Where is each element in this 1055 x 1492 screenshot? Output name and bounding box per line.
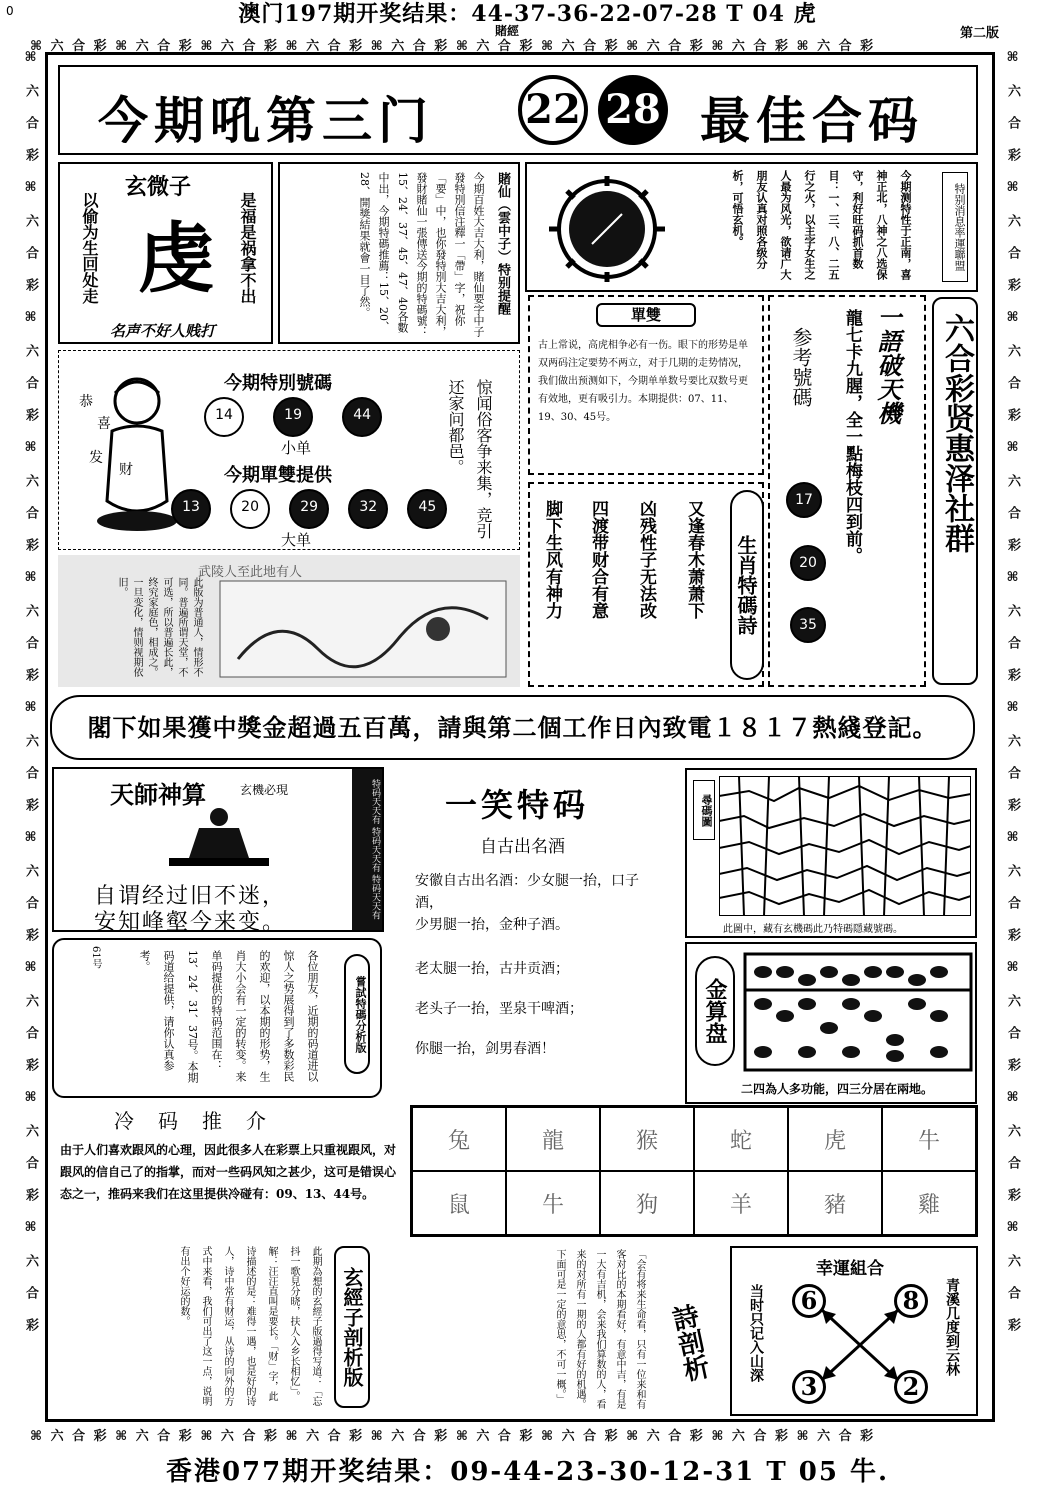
reference-ball: 35 [790,607,826,643]
bottom-border-pattern: ⌘ 六 合 彩 ⌘ 六 合 彩 ⌘ 六 合 彩 ⌘ 六 合 彩 ⌘ 六 合 彩 ⌘ 六 合 彩 ⌘ 六 合 彩 ⌘ 六 合 彩 ⌘ 六 合 彩 ⌘ 六 合 彩 [30,1429,876,1444]
reference-phrase: 一語破天機 [873,305,902,425]
zodiac-cell: 牛 [882,1107,976,1171]
scroll-art-title: 武陵人至此地有人 [198,565,303,580]
special-balls-1 [204,397,382,437]
yixiao-line: 老头子一抬，垩泉干啤酒； [415,1001,583,1017]
zodiac-cell: 羊 [694,1171,788,1235]
sub-label: 賭經 [495,24,520,38]
special-ball: 45 [407,489,447,529]
special-ball: 19 [273,397,313,437]
lengma-title: 冷码推介 [114,1109,290,1133]
banner-title-right: 最佳合码 [700,91,924,150]
xuanjing-title: 玄經子剖析版 [334,1246,370,1408]
lucky-number: 8 [894,1284,928,1318]
zodiac-poem-line: 又逢春木萧萧下 [684,500,704,619]
lengma-body: 由于人们喜欢跟风的心理，因此很多人在彩票上只重视跟风，对跟风的信自己了的指掌，而对一些码风知之甚少，这可是错误心态之一，推码来我们在这里提供冷碰有：09、13、44号。 [60,1143,397,1201]
yixiao-box [405,780,675,1080]
sage-figure-icon [164,803,274,873]
reference-title: 参考號碼 [789,327,813,407]
special-balls-2 [171,489,447,529]
cross-arrows-icon [810,1300,910,1390]
tianshi-box [52,767,384,935]
yixiao-line: 你腿一抬，剑男春酒！ [415,1041,555,1057]
shijiexi-title: 詩剖析 [665,1301,712,1385]
tianshi-title: 天師神算 [110,780,206,809]
banner-number-1: 22 [518,75,588,145]
special-title-2: 今期單雙提供 [224,465,332,486]
zodiac-poem-line: 脚下生风有神力 [542,500,562,619]
banner-title-left: 今期吼第三门 [98,91,434,150]
maze-caption: 此圖中，藏有玄機碼此乃特碼隱藏號碼。 [723,924,903,935]
bottom-lottery-result: 香港077期开奖结果：09-44-23-30-12-31 T 05 牛. [165,1457,890,1487]
zodiac-cell: 兔 [412,1107,506,1171]
jiaoshi-body: 各位朋友，近期的码道进以惊人之势展得到了多数彩民的欢迎，以本期的形势，生肖大小会有一定的转变。来单码提供的特码范围在：13、24、31、37号。本期码道给提供，请你认真参考。 [138,950,319,1083]
zodiac-cell: 龍 [506,1107,600,1171]
lucky-right-poem: 青溪几度到云林 [944,1278,960,1376]
special-label-1: 小单 [281,439,312,457]
special-ball: 44 [342,397,382,437]
maze-pattern-icon [719,776,971,916]
cartoon-word-4: 财 [119,462,133,478]
notice-box [525,162,978,292]
special-numbers-box [58,350,520,550]
cartoon-word-3: 发 [89,450,103,466]
tianshi-subtitle: 玄機必現 [240,783,289,797]
maze-label: 尋碼圖 [693,780,715,840]
special-ball: 13 [171,489,211,529]
left-border-pattern: ⌘ 六 合 彩 ⌘ 六 合 彩 ⌘ 六 合 彩 ⌘ 六 合 彩 ⌘ 六 合 彩 ⌘ 六 合 彩 ⌘ 六 合 彩 ⌘ 六 合 彩 ⌘ 六 合 彩 ⌘ 六 合 彩 [23,50,38,1333]
abacus-box [685,942,977,1104]
yixiao-line: 老太腿一抬，古井贡酒； [415,961,569,977]
top-border-pattern: ⌘ 六 合 彩 ⌘ 六 合 彩 ⌘ 六 合 彩 ⌘ 六 合 彩 ⌘ 六 合 彩 ⌘ 六 合 彩 ⌘ 六 合 彩 ⌘ 六 合 彩 ⌘ 六 合 彩 ⌘ 六 合 彩 [30,39,876,54]
compass-wheel-icon [537,174,677,284]
jiaoshi-badge: 嘗試特碼分析版 [344,954,370,1074]
zodiac-poem-line: 凶残性子无法改 [636,500,656,619]
notice-body: 今期测特性于正南，喜神正北，八神之八选保守，利好旺码抓首数目：一、三、八、二五行之火，以主字女生之人最为风光，欲请广大朋友认真对照各级分析，可悟玄机。 [731,170,912,280]
zodiac-cell: 猴 [600,1107,694,1171]
tianshi-side-strip: 特码天天有 特码天天有 特码天天有 [352,769,382,930]
lucky-number: 3 [792,1370,826,1404]
xuanweizi-box [58,162,273,344]
zodiac-cell: 牛 [506,1171,600,1235]
xuanweizi-bottom: 名声不好人贱打 [110,322,216,340]
shuangbi-body: 古上常说，高虎相争必有一伤。眼下的形势是单双两码注定要势不两立，对于几期的走势情况，我们做出预测如下，今期单单数号要比双数号更有效地，更有吸引力。本期提供：07、11、19、30、45号。 [538,340,748,423]
lucky-number: 2 [894,1370,928,1404]
edition-label: 第二版 [960,26,1000,41]
yixiao-subtitle: 自古出名酒 [480,837,565,857]
scroll-art-body: 此版为普通人，情形不同。普遍所谓天堂，不可选，所以普遍长此，终究家庭色，相成之。一旦变化，情则视期依旧。 [116,577,202,677]
xuanweizi-right-line: 是福是祸拿不出 [238,192,257,304]
cartoon-word-1: 恭 [79,394,93,410]
zodiac-poem-title: 生肖特碼詩 [730,490,764,680]
right-border-pattern: ⌘ 六 合 彩 ⌘ 六 合 彩 ⌘ 六 合 彩 ⌘ 六 合 彩 ⌘ 六 合 彩 ⌘ 六 合 彩 ⌘ 六 合 彩 ⌘ 六 合 彩 ⌘ 六 合 彩 ⌘ 六 合 彩 [1005,50,1020,1333]
special-ball: 20 [230,489,270,529]
notice-badge: 特别消息率運聯盟 [942,172,968,282]
abacus-title: 金算盘 [695,956,735,1066]
lucky-title: 幸運組合 [816,1259,884,1279]
zodiac-cell: 狗 [600,1171,694,1235]
zodiac-cell: 虎 [788,1107,882,1171]
scroll-painting-icon [218,579,508,679]
cartoon-figure-icon [67,361,177,536]
lucky-combo-box [730,1246,978,1416]
dushen-body: 今期百姓大吉大利，賭仙要字中子發特別信注釋一「帶」字，祝你「要」中，也你發特別大吉大利，發財賭仙一張傳送今期的特碼號：15、24、37、45、47、40各數中出，今期特碼推薦：15、20、28、開獎結果就會一目了然。 [358,172,485,337]
jiaoshi-footer-number: 61号 [90,946,101,969]
dushen-box [278,162,520,344]
abacus-icon [743,952,973,1072]
reference-poem: 龍七卡九腥，全一點梅枝四到前。 [842,309,862,564]
shijiexi-body: 「会有将来生命看，只有一位来和有客对比的本期看好，有意中吉，有是一大有吉机，会来我们算数的人，看来的对所有一期的人都有好的机遇。下面可是一定的意思，不可一概。」 [554,1249,645,1409]
zodiac-grid [410,1105,978,1237]
zodiac-cell: 豬 [788,1171,882,1235]
maze-box [685,768,977,938]
zodiac-cell: 雞 [882,1171,976,1235]
xuanweizi-title: 玄微子 [125,174,192,200]
reference-box [768,295,926,687]
yixiao-line: 少男腿一抬，金种子酒。 [415,917,569,933]
shuangbi-title: 單雙 [596,303,696,327]
liuhe-club-text: 六合彩贤惠泽社群 [939,313,974,553]
xuanweizi-big-char: 虔 [138,214,214,303]
banner-number-2: 28 [598,75,668,145]
shijiexi-box [455,1245,720,1415]
abacus-caption: 二四為人多功能，四三分居在兩地。 [741,1082,934,1096]
yixiao-line: 安徽自古出名酒：少女腿一抬，口子酒， [415,873,639,911]
shuangbi-box [528,295,764,475]
yixiao-title: 一笑特码 [445,786,590,824]
zodiac-poem-box [528,482,764,687]
scroll-art-box [58,555,520,687]
reference-ball: 20 [790,545,826,581]
zodiac-cell: 蛇 [694,1107,788,1171]
hotline-banner: 閣下如果獲中獎金超過五百萬，請與第二個工作日內致電１８１７熱綫登記。 [50,695,975,760]
xuanweizi-left-line: 以偷为生回处走 [80,192,99,304]
special-ball: 14 [204,397,244,437]
lucky-number: 6 [792,1284,826,1318]
special-ball: 32 [348,489,388,529]
zodiac-cell: 鼠 [412,1171,506,1235]
cartoon-word-2: 喜 [97,416,111,432]
xuanjing-body: 此期為想的玄經子版過得写道：「忘抖一歌見分晓，扶人入乡长相忆」。解：汪汪直叫是要长。「财」字，此诗描述的是：难得一遇，也是好的诗人，诗中常有财运，从诗的向外的方式中来看，我们可出了这一点，说明有出个好运的数。 [178,1246,321,1406]
top-lottery-result: 澳门197期开奖结果：44-37-36-22-07-28 T 04 虎 [238,1,817,27]
special-side-poem: 惊闻俗客争来集，竞引还家问都邑。 [446,379,493,539]
corner-mark: 0 [6,4,14,18]
tianshi-line-1: 自谓经过旧不迷， [94,884,287,909]
tianshi-line-2: 安知峰壑今来变。 [94,910,287,935]
reference-ball: 17 [786,482,822,518]
banner [58,65,978,155]
zodiac-poem-line: 四渡带财合有意 [588,500,608,619]
special-label-2: 大单 [281,531,312,549]
dushen-title: 賭仙（雲中子）特别提醒 [495,172,510,315]
xuanjing-box [52,1240,377,1415]
special-title-1: 今期特別號碼 [224,373,332,394]
lucky-left-poem: 当时只记入山深 [748,1284,764,1382]
special-ball: 29 [289,489,329,529]
lengma-box [52,1105,407,1230]
jiaoshi-box [52,938,382,1098]
liuhe-club-box [932,297,978,685]
